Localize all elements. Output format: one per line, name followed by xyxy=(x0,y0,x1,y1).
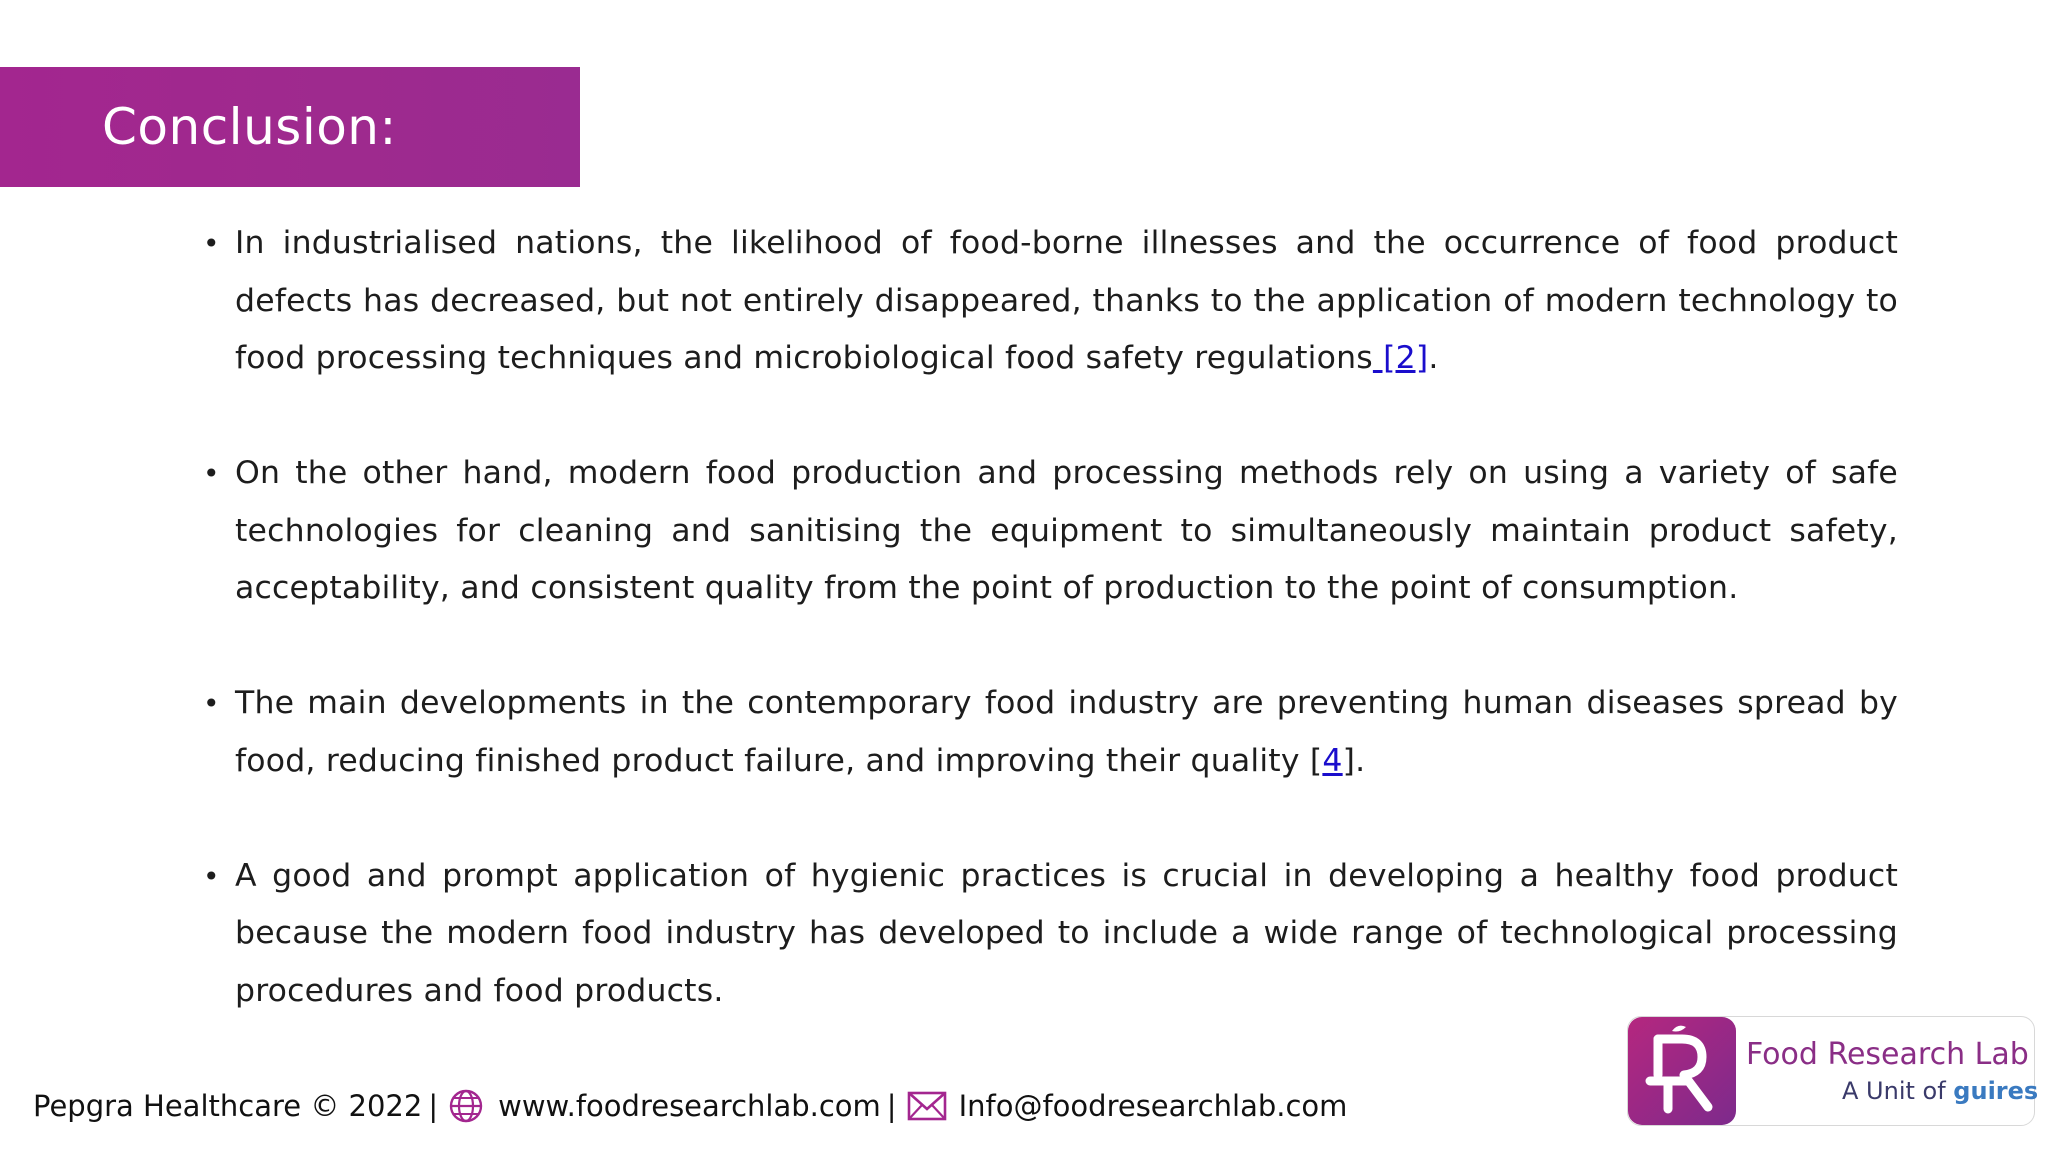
bullet-item xyxy=(203,675,1898,790)
logo-subtitle xyxy=(1842,1077,2038,1105)
company-logo xyxy=(1627,1016,2039,1126)
bullet-text: In industrialised nations, the likelihood of food-borne illnesses and the occurrence of food product defects has decreased, but not entirely disappeared, thanks to the application of modern technology to food processing techniques and microbiological food safety regulations xyxy=(235,225,1898,376)
bullet-list xyxy=(203,215,1898,1078)
bullet-text: The main developments in the contemporary food industry are preventing human diseases spread by food, reducing finished product failure, and improving their quality [ xyxy=(235,685,1898,779)
logo-name: Food Research Lab xyxy=(1746,1037,2029,1072)
logo-subtitle-prefix: A Unit of xyxy=(1842,1077,1954,1105)
footer xyxy=(33,1084,1347,1128)
logo-symbol-icon xyxy=(1628,1017,1736,1125)
footer-copyright: Pepgra Healthcare © 2022 xyxy=(33,1089,423,1123)
reference-link[interactable]: 4 xyxy=(1322,742,1343,779)
logo-brand: guires xyxy=(1953,1077,2039,1105)
footer-website[interactable]: www.foodresearchlab.com xyxy=(498,1089,881,1123)
footer-email[interactable]: Info@foodresearchlab.com xyxy=(958,1089,1348,1123)
logo-mark-icon xyxy=(1628,1017,1736,1125)
bullet-text-end: . xyxy=(1428,340,1439,376)
bullet-text: A good and prompt application of hygienic practices is crucial in developing a healthy food product because the modern food industry has developed to include a wide range of technological processing procedures and food products. xyxy=(235,857,1898,1009)
footer-separator: | xyxy=(428,1089,439,1123)
bullet-text-end: ]. xyxy=(1342,742,1366,779)
slide-title: Conclusion: xyxy=(102,98,397,156)
bullet-item xyxy=(203,848,1898,1021)
title-banner xyxy=(0,67,580,187)
globe-icon xyxy=(448,1088,484,1124)
mail-icon xyxy=(907,1091,947,1121)
reference-link[interactable]: [2] xyxy=(1372,340,1429,376)
footer-separator: | xyxy=(886,1089,897,1123)
bullet-text: On the other hand, modern food production and processing methods rely on using a variety of safe technologies for cleaning and sanitising the equipment to simultaneously maintain product safety, acceptability, and consistent quality from the point of production to the point of consumption. xyxy=(235,455,1898,606)
bullet-item xyxy=(203,215,1898,388)
bullet-item xyxy=(203,445,1898,618)
